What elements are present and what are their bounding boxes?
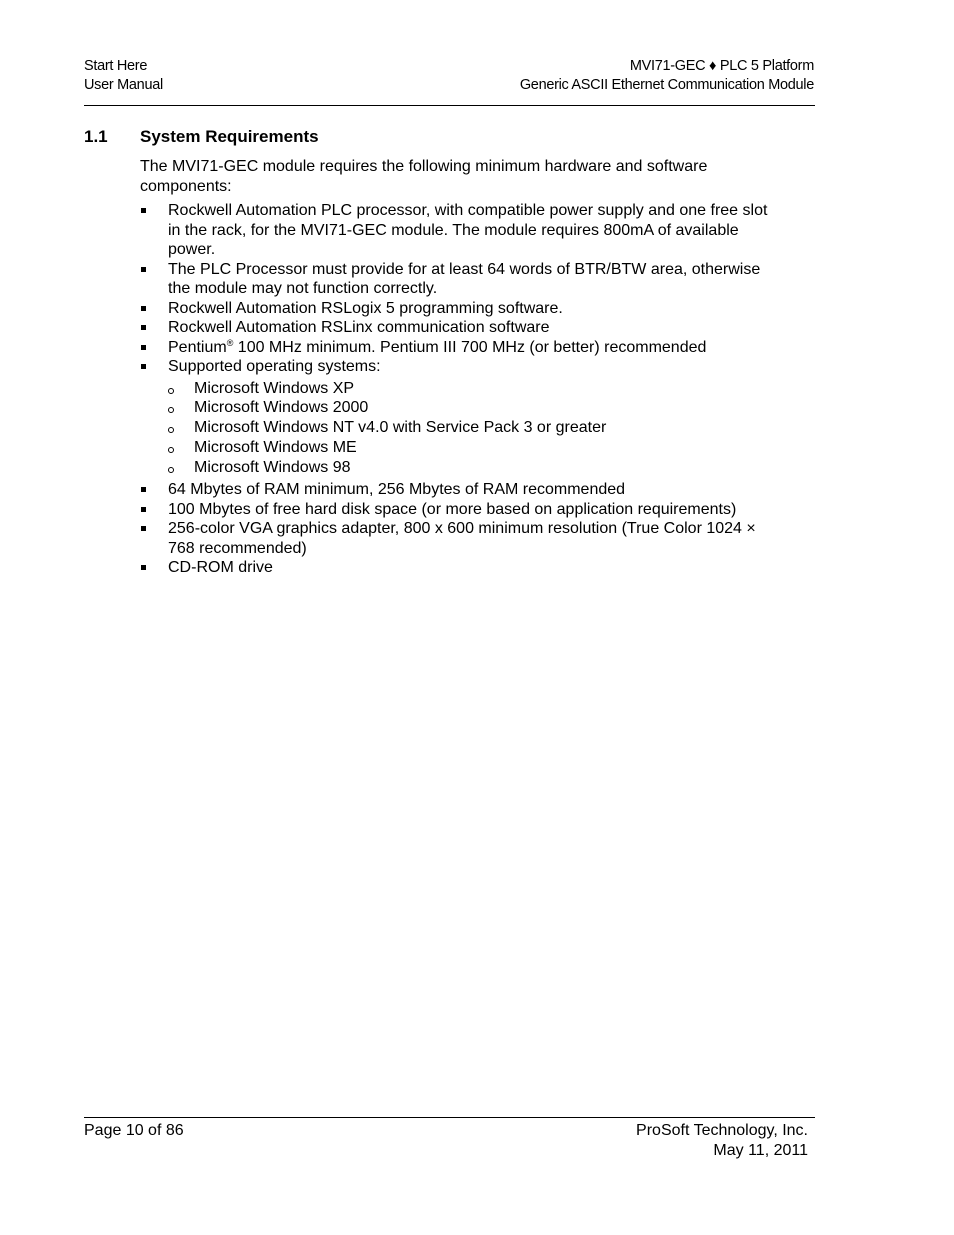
list-item bbox=[140, 480, 780, 500]
circle-bullet-icon bbox=[168, 388, 174, 394]
os-list-item bbox=[168, 458, 780, 478]
square-bullet-icon bbox=[141, 208, 146, 213]
circle-bullet-icon bbox=[168, 447, 174, 453]
square-bullet-icon bbox=[141, 267, 146, 272]
os-list-item bbox=[168, 438, 780, 458]
section-intro: The MVI71-GEC module requires the following minimum hardware and software components: bbox=[140, 158, 708, 195]
list-item bbox=[140, 357, 780, 477]
requirement-text: The PLC Processor must provide for at least 64 words of BTR/BTW area, otherwise the module may not function correctly. bbox=[168, 260, 761, 297]
header-product-description: Generic ASCII Ethernet Communication Module bbox=[519, 77, 814, 93]
os-list-item bbox=[168, 418, 780, 438]
square-bullet-icon bbox=[141, 565, 146, 570]
publish-date: May 11, 2011 bbox=[713, 1142, 808, 1159]
registered-mark: ® bbox=[226, 337, 234, 348]
square-bullet-icon bbox=[141, 345, 146, 350]
circle-bullet-icon bbox=[168, 427, 174, 433]
os-name: Microsoft Windows NT v4.0 with Service Pack 3 or greater bbox=[194, 419, 607, 437]
header-document-type: User Manual bbox=[84, 77, 163, 93]
list-item bbox=[140, 260, 780, 299]
requirement-text: 256-color VGA graphics adapter, 800 x 600 minimum resolution (True Color 1024 × 768 recommended) bbox=[168, 520, 756, 557]
square-bullet-icon bbox=[141, 526, 146, 531]
section-heading bbox=[84, 126, 319, 148]
header-left bbox=[84, 57, 163, 95]
requirement-text: Rockwell Automation PLC processor, with compatible power supply and one free slot in the rack, for the MVI71-GEC module. The module requires 800mA of available power. bbox=[168, 202, 768, 258]
requirement-text: Rockwell Automation RSLogix 5 programming software. bbox=[168, 299, 563, 317]
footer-right bbox=[636, 1121, 808, 1161]
circle-bullet-icon bbox=[168, 407, 174, 413]
circle-bullet-icon bbox=[168, 467, 174, 473]
square-bullet-icon bbox=[141, 364, 146, 369]
os-name: Microsoft Windows 2000 bbox=[194, 399, 369, 417]
requirement-text-pentium-rest: 100 MHz minimum. Pentium III 700 MHz (or better) recommended bbox=[233, 338, 707, 356]
page-number: Page 10 of 86 bbox=[84, 1122, 184, 1139]
header-product-name: MVI71-GEC ♦ PLC 5 Platform bbox=[629, 58, 814, 74]
os-name: Microsoft Windows ME bbox=[194, 438, 357, 456]
square-bullet-icon bbox=[141, 487, 146, 492]
os-name: Microsoft Windows XP bbox=[194, 379, 355, 397]
requirements-list bbox=[140, 201, 780, 578]
list-item bbox=[140, 201, 780, 260]
requirement-text-pentium: Pentium bbox=[168, 338, 227, 356]
requirement-text: 64 Mbytes of RAM minimum, 256 Mbytes of RAM recommended bbox=[168, 481, 626, 499]
os-list bbox=[168, 379, 780, 478]
list-item bbox=[140, 558, 780, 578]
header-right bbox=[520, 57, 814, 95]
section-title: System Requirements bbox=[140, 127, 319, 146]
list-item bbox=[140, 338, 780, 358]
requirement-text: 100 Mbytes of free hard disk space (or more based on application requirements) bbox=[168, 500, 737, 518]
list-item bbox=[140, 318, 780, 338]
list-item bbox=[140, 500, 780, 520]
requirement-text: CD-ROM drive bbox=[168, 559, 273, 577]
list-item bbox=[140, 299, 780, 319]
page-footer bbox=[84, 1117, 815, 1159]
footer-left bbox=[84, 1121, 184, 1141]
os-list-item bbox=[168, 398, 780, 418]
header-section-name: Start Here bbox=[84, 58, 148, 74]
square-bullet-icon bbox=[141, 507, 146, 512]
list-item bbox=[140, 519, 780, 558]
page-header bbox=[84, 57, 815, 106]
section-number: 1.1 bbox=[84, 127, 108, 146]
requirement-text: Rockwell Automation RSLinx communication software bbox=[168, 319, 550, 336]
os-list-item bbox=[168, 379, 780, 399]
square-bullet-icon bbox=[141, 325, 146, 330]
requirement-text: Supported operating systems: bbox=[168, 358, 381, 375]
square-bullet-icon bbox=[141, 306, 146, 311]
os-name: Microsoft Windows 98 bbox=[194, 458, 351, 476]
company-name: ProSoft Technology, Inc. bbox=[636, 1122, 808, 1139]
